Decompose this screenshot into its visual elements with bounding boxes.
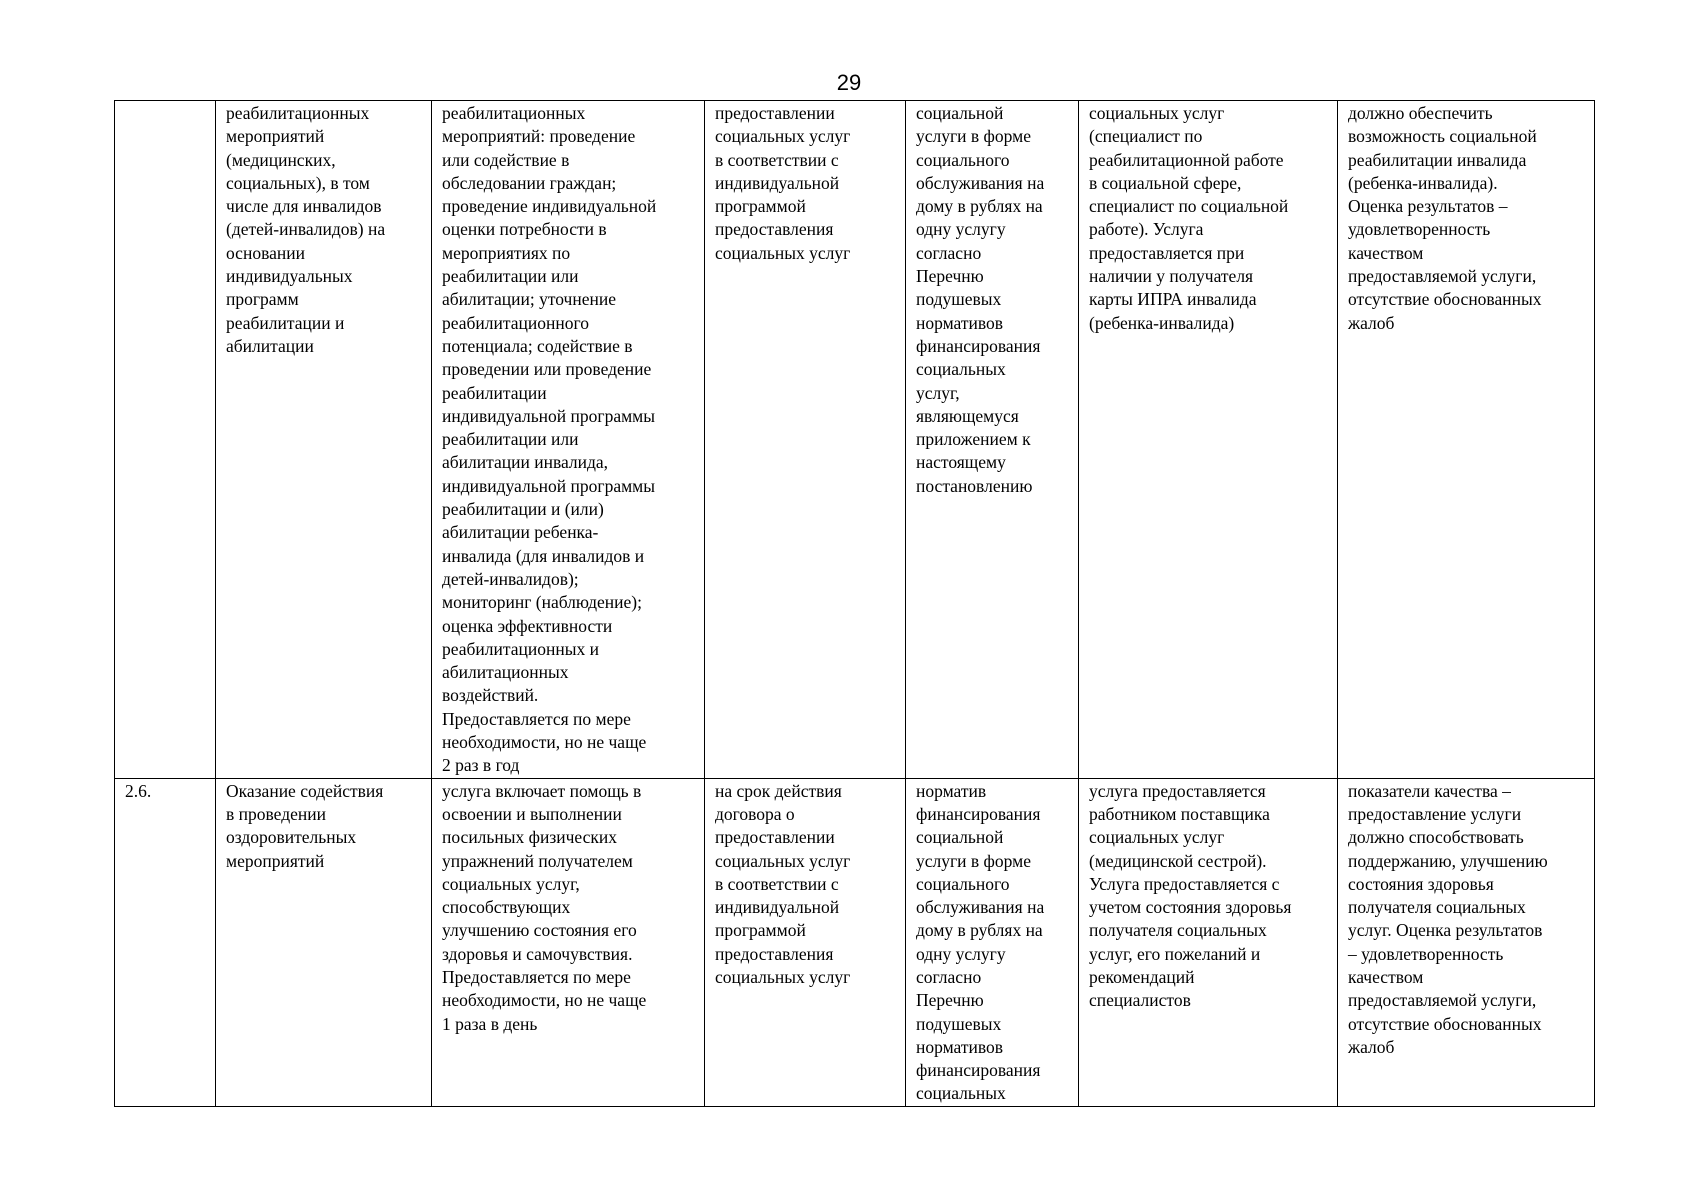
cell-service-term: на срок действия договора о предоставлении социальных услуг в соответствии с индивидуальной программой предоставления социальных услуг	[705, 778, 906, 1106]
cell-financing-norm: социальной услуги в форме социального обслуживания на дому в рублях на одну услугу согласно Перечню подушевых нормативов финансирования социальных услуг, являющемуся приложением к настоящему постановлению	[906, 101, 1079, 779]
cell-service-name: реабилитационных мероприятий (медицинских, социальных), в том числе для инвалидов (детей-инвалидов) на основании индивидуальных программ реабилитации и абилитации	[216, 101, 432, 779]
cell-service-name: Оказание содействия в проведении оздоровительных мероприятий	[216, 778, 432, 1106]
table-row	[115, 101, 1595, 779]
cell-service-description: услуга включает помощь в освоении и выполнении посильных физических упражнений получателем социальных услуг, способствующих улучшению состояния его здоровья и самочувствия. Предоставляется по мере необходимости, но не чаще 1 раза в день	[432, 778, 705, 1106]
cell-quality-indicators: должно обеспечить возможность социальной реабилитации инвалида (ребенка-инвалида). Оценка результатов – удовлетворенность качеством предоставляемой услуги, отсутствие обоснованных жалоб	[1338, 101, 1595, 779]
cell-provision-conditions: социальных услуг (специалист по реабилитационной работе в социальной сфере, специалист по социальной работе). Услуга предоставляется при наличии у получателя карты ИПРА инвалида (ребенка-инвалида)	[1079, 101, 1338, 779]
cell-quality-indicators: показатели качества – предоставление услуги должно способствовать поддержанию, улучшению состояния здоровья получателя социальных услуг. Оценка результатов – удовлетворенность качеством предоставляемой услуги, отсутствие обоснованных жалоб	[1338, 778, 1595, 1106]
cell-provision-conditions: услуга предоставляется работником поставщика социальных услуг (медицинской сестрой). Услуга предоставляется с учетом состояния здоровья получателя социальных услуг, его пожеланий и рекомендаций специалистов	[1079, 778, 1338, 1106]
cell-number	[115, 101, 216, 779]
services-table	[114, 100, 1595, 1107]
page-number: 29	[836, 70, 862, 95]
cell-financing-norm: норматив финансирования социальной услуги в форме социального обслуживания на дому в рублях на одну услугу согласно Перечню подушевых нормативов финансирования социальных	[906, 778, 1079, 1106]
cell-service-description: реабилитационных мероприятий: проведение или содействие в обследовании граждан; проведение индивидуальной оценки потребности в мероприятиях по реабилитации или абилитации; уточнение реабилитационного потенциала; содействие в проведении или проведение реабилитации индивидуальной программы реабилитации или абилитации инвалида, индивидуальной программы реабилитации и (или) абилитации ребенка- инвалида (для инвалидов и детей-инвалидов); мониторинг (наблюдение); оценка эффективности реабилитационных и абилитационных воздействий. Предоставляется по мере необходимости, но не чаще 2 раз в год	[432, 101, 705, 779]
cell-service-term: предоставлении социальных услуг в соответствии с индивидуальной программой предоставления социальных услуг	[705, 101, 906, 779]
cell-number: 2.6.	[115, 778, 216, 1106]
table-row	[115, 778, 1595, 1106]
